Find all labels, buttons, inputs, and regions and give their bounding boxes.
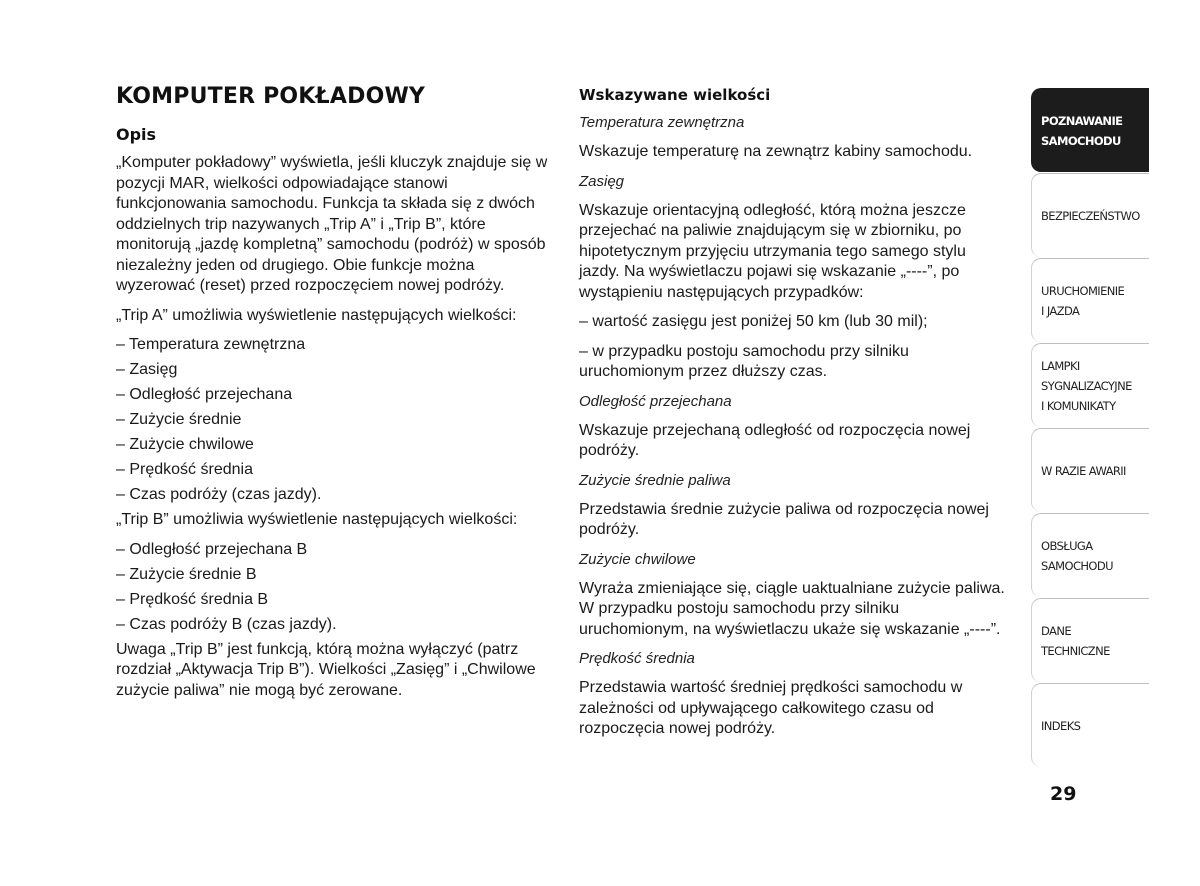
trip-b-intro: „Trip B” umożliwia wyświetlenie następujących wielkości: bbox=[116, 511, 518, 528]
value-label: Odległość przejechana bbox=[579, 392, 732, 410]
value-description: Wskazuje orientacyjną odległość, którą można jeszcze przejechać na paliwie znajdującym się w zbiorniku, po hipotetycznym przyjęciu utrzymania tego samego stylu jazdy. Na wyświetlaczu pojawi się wskazanie „----”, po wystąpieniu następujących przypadków: bbox=[579, 201, 966, 301]
list-item: – Zużycie średnie bbox=[116, 411, 242, 428]
chapter-tab-3[interactable]: LAMPKI SYGNALIZACYJNE I KOMUNIKATY bbox=[1031, 343, 1149, 427]
value-description: Przedstawia wartość średniej prędkości samochodu w zależności od upływającego całkowitego czasu od rozpoczęcia nowej podróży. bbox=[579, 679, 963, 737]
value-label: Prędkość średnia bbox=[579, 650, 695, 667]
description-paragraph: „Komputer pokładowy” wyświetla, jeśli kluczyk znajduje się w pozycji MAR, wielkości odpowiadające stanowi funkcjonowania samochodu. Funkcja ta składa się z dwóch oddzielnych trip nazywanych „Trip A” i „Trip B”, które monitorują „jazdę kompletną” samochodu (podróż) w sposób niezależny jeden od drugiego. Obie funkcje można wyzerować (reset) przed rozpoczęciem nowej podróży. bbox=[116, 154, 548, 294]
value-label: Zużycie średnie paliwa bbox=[579, 471, 731, 489]
list-item: – Czas podróży B (czas jazdy). bbox=[116, 615, 337, 633]
value-description: Przedstawia średnie zużycie paliwa od rozpoczęcia nowej podróży. bbox=[579, 500, 989, 538]
value-label: Temperatura zewnętrzna bbox=[579, 114, 745, 131]
chapter-tab-5[interactable]: OBSŁUGA SAMOCHODU bbox=[1031, 513, 1149, 597]
list-item: – Prędkość średnia B bbox=[116, 590, 269, 608]
value-label: Zasięg bbox=[579, 172, 625, 190]
chapter-tab-1[interactable]: BEZPIECZEŃSTWO bbox=[1031, 173, 1149, 257]
trip-a-list bbox=[116, 335, 556, 506]
list-item: – Zużycie chwilowe bbox=[116, 436, 254, 453]
chapter-tab-7[interactable]: INDEKS bbox=[1031, 683, 1149, 767]
page-title: KOMPUTER POKŁADOWY bbox=[116, 84, 426, 109]
list-item: – Odległość przejechana B bbox=[116, 540, 308, 558]
indicated-values-heading: Wskazywane wielkości bbox=[579, 86, 771, 104]
value-description: – w przypadku postoju samochodu przy silniku uruchomionym przez dłuższy czas. bbox=[579, 342, 909, 380]
page-number: 29 bbox=[1050, 783, 1077, 805]
chapter-tab-0[interactable]: POZNAWANIE SAMOCHODU bbox=[1031, 88, 1149, 172]
list-item: – Zasięg bbox=[116, 361, 178, 378]
value-description: Wyraża zmieniające się, ciągle uaktualniane zużycie paliwa. W przypadku postoju samochodu przy silniku uruchomionym, na wyświetlaczu ukaże się wskazanie „----”. bbox=[579, 579, 1005, 638]
section-subtitle: Opis bbox=[116, 125, 157, 144]
chapter-tab-4[interactable]: W RAZIE AWARII bbox=[1031, 428, 1149, 512]
chapter-tab-2[interactable]: URUCHOMIENIE I JAZDA bbox=[1031, 258, 1149, 342]
value-description: Wskazuje przejechaną odległość od rozpoczęcia nowej podróży. bbox=[579, 421, 971, 459]
chapter-tabs bbox=[1031, 88, 1149, 768]
list-item: – Czas podróży (czas jazdy). bbox=[116, 486, 322, 503]
indicated-values-sections bbox=[579, 113, 1009, 740]
list-item: – Prędkość średnia bbox=[116, 461, 253, 478]
value-description: – wartość zasięgu jest poniżej 50 km (lub 30 mil); bbox=[579, 313, 928, 330]
trip-b-list bbox=[116, 540, 556, 636]
right-column bbox=[579, 86, 1009, 749]
list-item: – Odległość przejechana bbox=[116, 386, 293, 403]
chapter-tab-6[interactable]: DANE TECHNICZNE bbox=[1031, 598, 1149, 682]
note-paragraph: Uwaga „Trip B” jest funkcją, którą można wyłączyć (patrz rozdział „Aktywacja Trip B”). Wielkości „Zasięg” i „Chwilowe zużycie paliwa” nie mogą być zerowane. bbox=[116, 640, 536, 699]
value-description: Wskazuje temperaturę na zewnątrz kabiny samochodu. bbox=[579, 143, 973, 160]
left-column bbox=[116, 84, 556, 710]
list-item: – Temperatura zewnętrzna bbox=[116, 336, 306, 353]
trip-a-intro: „Trip A” umożliwia wyświetlenie następujących wielkości: bbox=[116, 306, 517, 324]
value-label: Zużycie chwilowe bbox=[579, 550, 696, 568]
list-item: – Zużycie średnie B bbox=[116, 565, 257, 583]
